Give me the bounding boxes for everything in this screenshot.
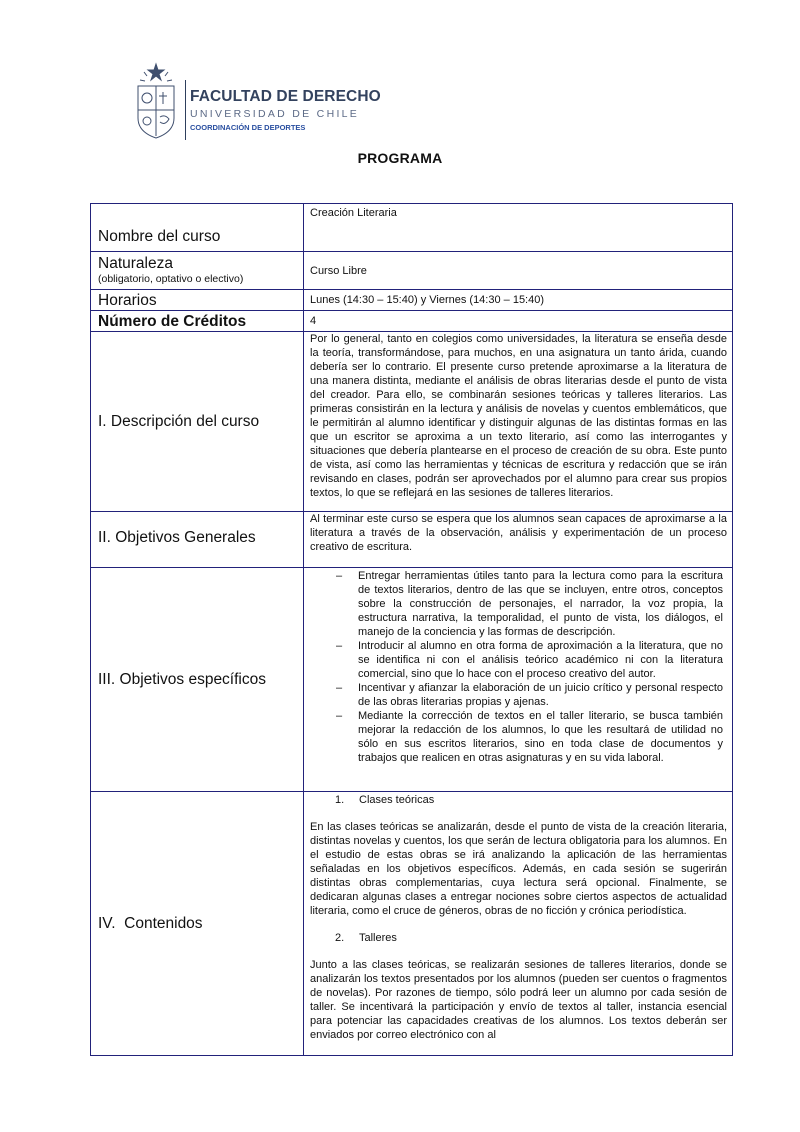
value-generales [304,512,733,568]
row-naturaleza [91,252,733,290]
value-nombre: Creación Literaria [304,204,733,252]
label-creditos: Número de Créditos [91,311,304,332]
row-horarios [91,290,733,311]
page-title: PROGRAMA [357,150,443,166]
list-item: – Entregar herramientas útiles tanto para la lectura como para la escritura de textos literarios, dentro de las que se incluyen, entre otros, conceptos sobre la construcción de personajes, el narrador, la voz propia, la estructura narrativa, la temporalidad, el punto de vista, los diálogos, el manejo de la conciencia y las formas de descripción. [336,570,723,638]
label-generales: II. Objetivos Generales [91,512,304,568]
list-item: – Incentivar y afianzar la elaboración de un juicio crítico y personal respecto de las obras literarias propias y ajenas. [336,682,723,708]
row-creditos [91,311,733,332]
objectives-list [310,569,727,765]
value-naturaleza: Curso Libre [304,252,733,290]
row-generales [91,512,733,568]
logo-title: FACULTAD DE DERECHO [190,88,381,105]
row-nombre [91,204,733,252]
section-text-1: En las clases teóricas se analizarán, desde el punto de vista de la creación literaria, distintas novelas y cuentos, los que serán de lectura obligatoria para los alumnos. En el estudio de estas obras se irá analizando la aplicación de las herramientas señaladas en los objetivos específicos. Además, en cada sesión se sugerirán distintas obras complementarias, cuya lectura será opcional. Finalmente, se dedicaran algunas clases a entregar nociones sobre ciertos aspectos de actualidad literaria, como el cruce de géneros, obras de no ficción y crónica periodística. [310,821,727,917]
label-especificos: III. Objetivos específicos [91,568,304,792]
section-heading-1: 1. Clases teóricas [335,794,435,806]
label-naturaleza: Naturaleza (obligatorio, optativo o electivo) [91,252,304,290]
value-contenidos [304,792,733,1056]
value-especificos [304,568,733,792]
logo-divider [185,80,186,140]
program-table [90,203,733,1056]
value-descripcion [304,332,733,512]
university-seal-icon [134,62,178,140]
row-contenidos [91,792,733,1056]
generales-text: Al terminar este curso se espera que los alumnos sean capaces de aproximarse a la literatura a través de la observación, análisis y experimentación de un proceso creativo de escritura. [310,513,727,553]
logo-unit: COORDINACIÓN DE DEPORTES [190,123,306,132]
descripcion-text: Por lo general, tanto en colegios como universidades, la literatura se enseña desde la teoría, transformándose, para muchos, en una asignatura un tanto árida, cuando debería ser lo contrario. El presente curso pretende aproximarse a la literatura de una manera distinta, mediante el análisis de obras literarias desde el punto de vista del creador. Para ello, se combinarán sesiones teóricas y talleres literarios. Las primeras consistirán en la lectura y análisis de novelas y cuentos emblemáticos, que le permitirán al alumno identificar y distinguir algunas de las distintas formas en las que un escritor se aproxima a un texto literario, así como las interrogantes y situaciones que debería plantearse en el proceso de creación de su obra. Este punto de vista, así como las herramientas y técnicas de escritura y redacción que se irán revisando en clases, podrán ser aprovechados por el alumno para crear sus propios textos, lo que se reflejará en las sesiones de talleres literarios. [310,333,727,499]
label-contenidos: IV. Contenidos [91,792,304,1056]
row-descripcion [91,332,733,512]
faculty-logo [134,62,381,140]
value-creditos: 4 [304,311,733,332]
value-horarios: Lunes (14:30 – 15:40) y Viernes (14:30 – 15:40) [304,290,733,311]
list-item: – Introducir al alumno en otra forma de aproximación a la literatura, que no se identifica ni con el análisis teórico académico ni con la literatura comercial, sino que lo hace con el proceso creativo del autor. [336,640,723,680]
label-horarios: Horarios [91,290,304,311]
section-text-2: Junto a las clases teóricas, se realizarán sesiones de talleres literarios, donde se analizarán los textos presentados por los alumnos (pueden ser cuentos o fragmentos de novelas). Por razones de tiempo, sólo podrá leer un alumno por cada sesión de taller. Se incentivará la participación y envío de textos al taller, instancia esencial para potenciar las capacidades creativas de los alumnos. Los textos deberán ser enviados por correo electrónico con al [310,959,727,1041]
section-heading-2: 2. Talleres [335,932,397,944]
label-nombre: Nombre del curso [91,204,304,252]
label-naturaleza-sub: (obligatorio, optativo o electivo) [98,273,244,285]
label-descripcion: I. Descripción del curso [91,332,304,512]
list-item: – Mediante la corrección de textos en el taller literario, se busca también mejorar la redacción de los alumnos, lo que les resultará de utilidad no sólo en sus escritos literarios, sino en toda clase de documentos y trabajos que realicen en otras asignaturas y en su vida laboral. [336,710,723,764]
logo-subtitle: UNIVERSIDAD DE CHILE [190,108,360,120]
row-especificos [91,568,733,792]
